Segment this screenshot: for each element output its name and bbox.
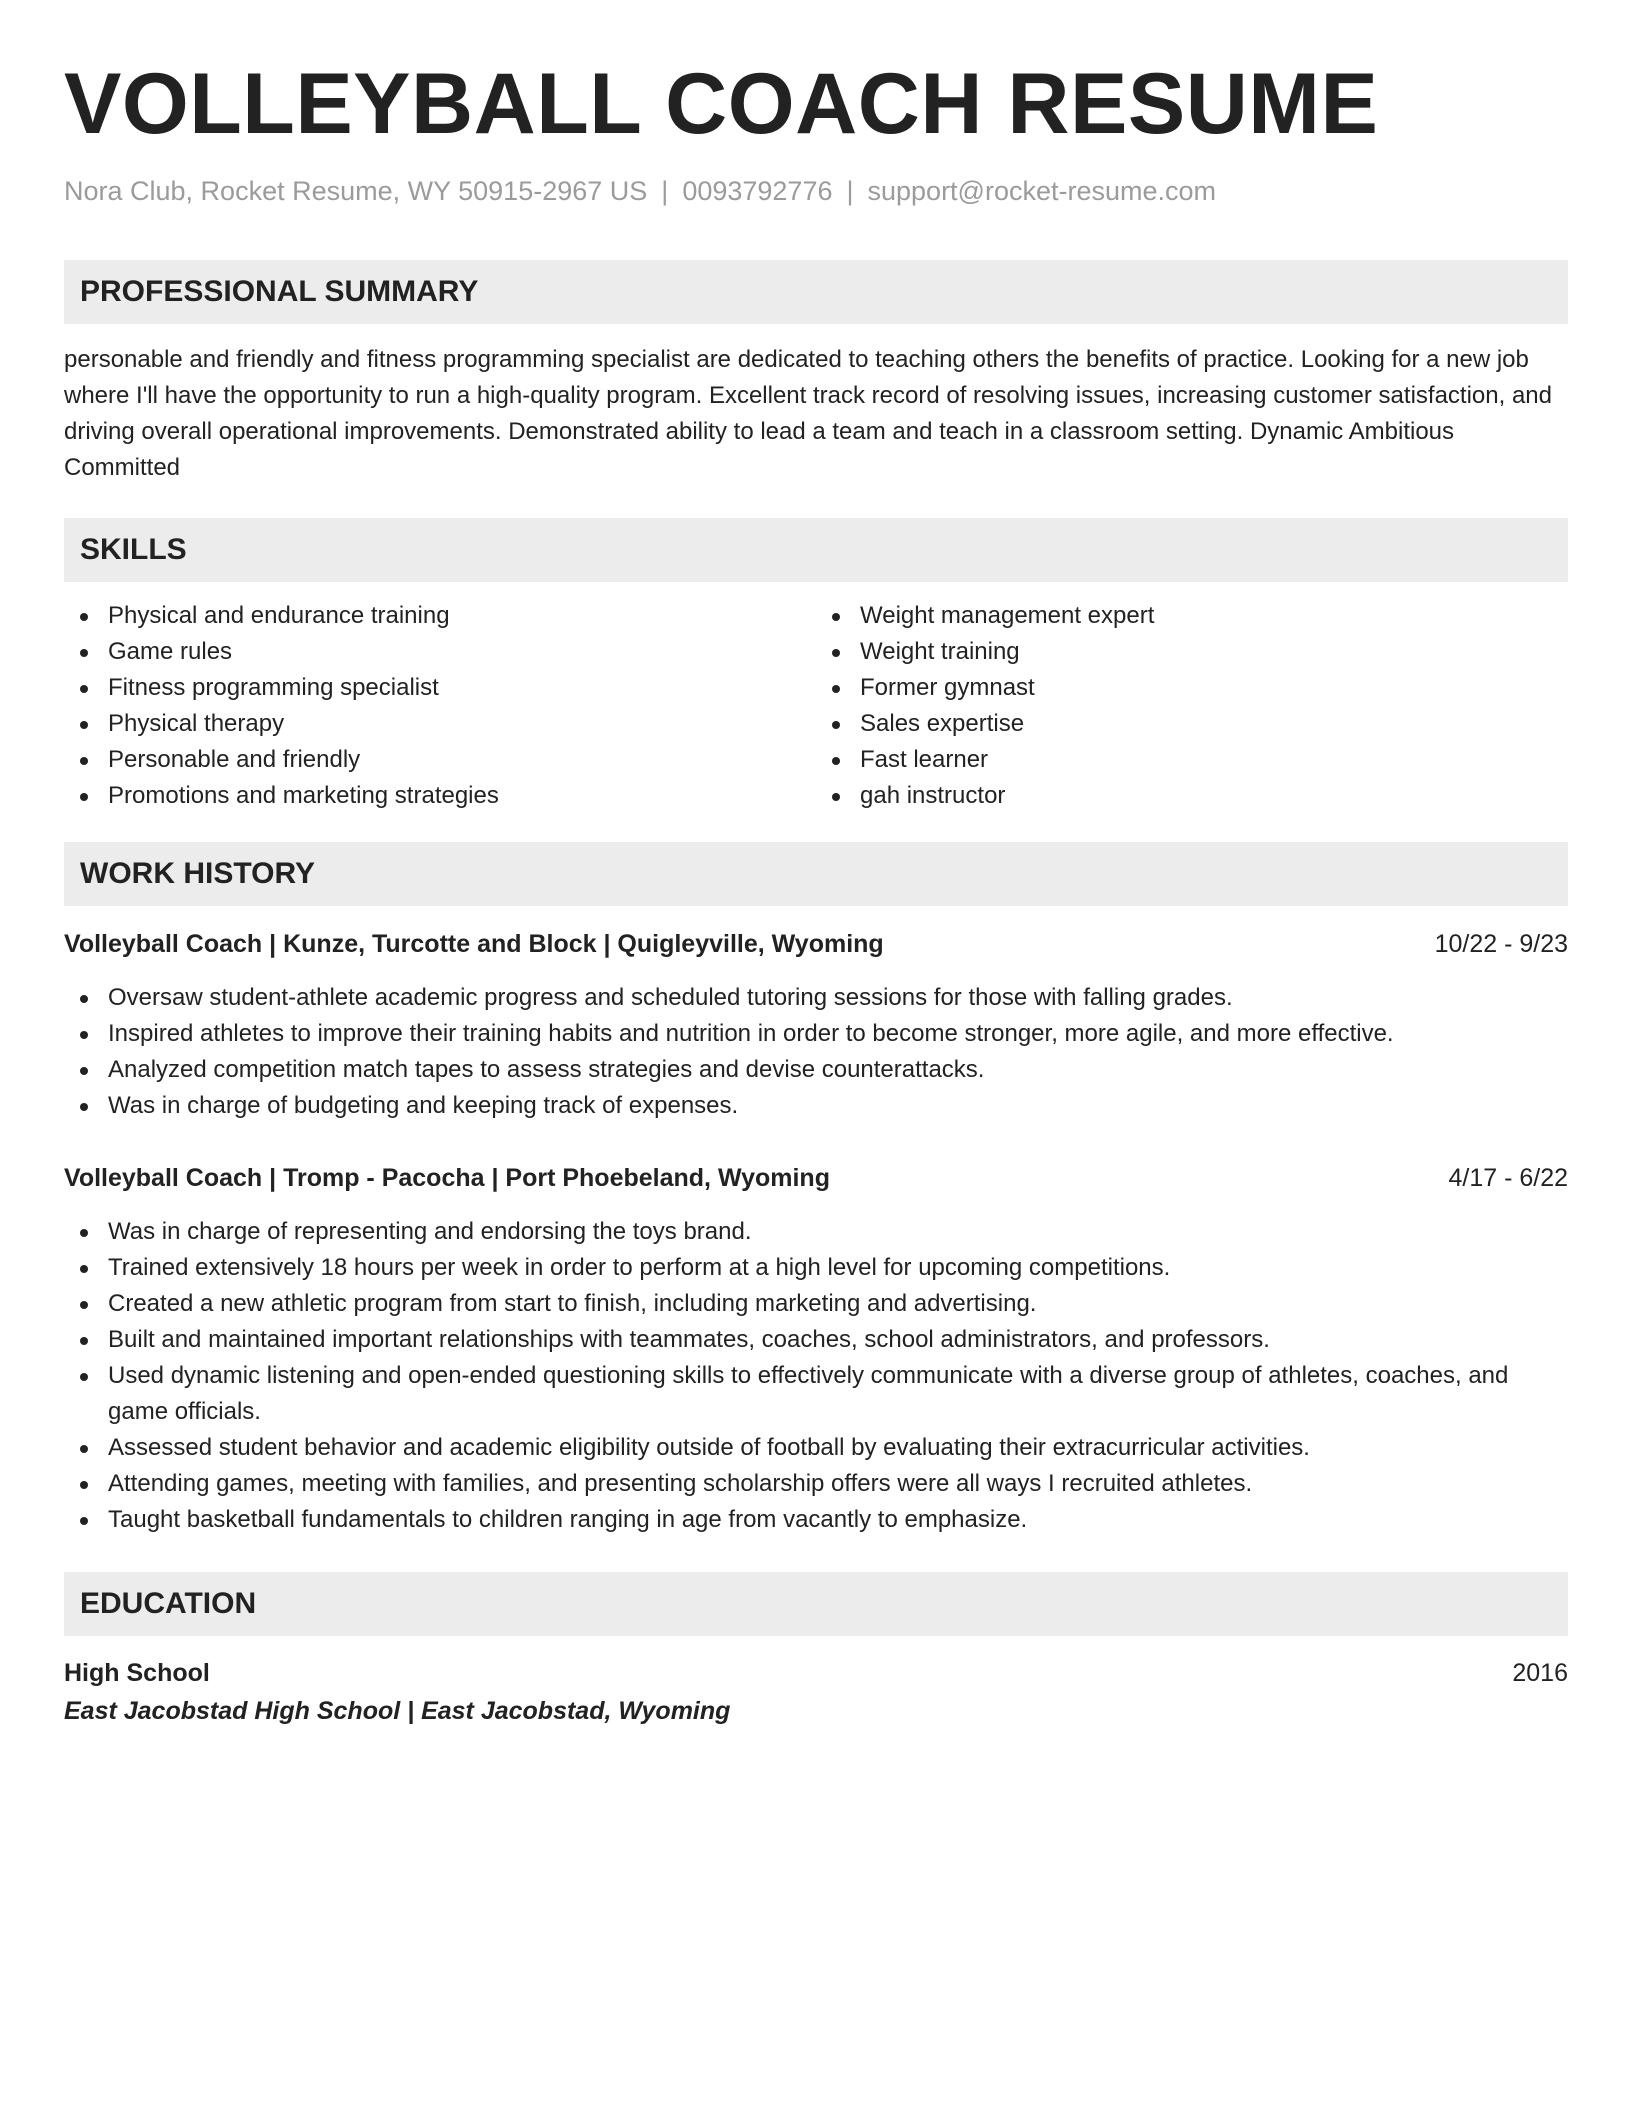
contact-email: support@rocket-resume.com [867, 176, 1217, 206]
skill-item: Fitness programming specialist [64, 670, 816, 706]
skill-item: Physical and endurance training [64, 598, 816, 634]
contact-address: Nora Club, Rocket Resume, WY 50915-2967 US [64, 176, 648, 206]
job-entry [64, 1160, 1568, 1538]
education-header [64, 1654, 1568, 1692]
skill-item: Fast learner [816, 742, 1568, 778]
job-bullet: Created a new athletic program from start to finish, including marketing and advertising. [64, 1286, 1568, 1322]
contact-separator: | [846, 176, 854, 206]
skill-item: Sales expertise [816, 706, 1568, 742]
skill-item: Promotions and marketing strategies [64, 778, 816, 814]
job-bullet: Used dynamic listening and open-ended questioning skills to effectively communicate with a diverse group of athletes, coaches, and game officials. [64, 1358, 1568, 1430]
job-bullet: Was in charge of representing and endorsing the toys brand. [64, 1214, 1568, 1250]
job-dates: 4/17 - 6/22 [1448, 1164, 1568, 1192]
skill-item: Game rules [64, 634, 816, 670]
contact-separator: | [661, 176, 669, 206]
job-bullet: Trained extensively 18 hours per week in order to perform at a high level for upcoming competitions. [64, 1250, 1568, 1286]
skill-item: Weight training [816, 634, 1568, 670]
contact-line [64, 174, 1568, 208]
skill-item: gah instructor [816, 778, 1568, 814]
job-bullet: Taught basketball fundamentals to children ranging in age from vacantly to emphasize. [64, 1502, 1568, 1538]
skill-item: Former gymnast [816, 670, 1568, 706]
skill-item: Physical therapy [64, 706, 816, 742]
job-header [64, 926, 1568, 962]
education-entry [64, 1654, 1568, 1730]
skills-list [64, 598, 1568, 814]
job-title: Volleyball Coach | Tromp - Pacocha | Port Phoebeland, Wyoming [64, 1164, 830, 1192]
education-school: East Jacobstad High School | East Jacobstad, Wyoming [64, 1697, 731, 1725]
job-bullet: Attending games, meeting with families, and presenting scholarship offers were all ways I recruited athletes. [64, 1466, 1568, 1502]
skills-column-left [64, 598, 816, 814]
contact-phone: 0093792776 [682, 176, 833, 206]
section-header-skills: SKILLS [64, 518, 1568, 582]
job-bullet: Built and maintained important relationships with teammates, coaches, school administrators, and professors. [64, 1322, 1568, 1358]
job-title: Volleyball Coach | Kunze, Turcotte and Block | Quigleyville, Wyoming [64, 930, 884, 958]
job-bullets [64, 980, 1568, 1124]
section-header-summary: PROFESSIONAL SUMMARY [64, 260, 1568, 324]
job-bullets [64, 1214, 1568, 1538]
skill-item: Weight management expert [816, 598, 1568, 634]
skills-column-right [816, 598, 1568, 814]
education-year: 2016 [1512, 1659, 1568, 1687]
job-header [64, 1160, 1568, 1196]
job-bullet: Assessed student behavior and academic eligibility outside of football by evaluating their extracurricular activities. [64, 1430, 1568, 1466]
resume-title: VOLLEYBALL COACH RESUME [64, 56, 1379, 152]
job-bullet: Was in charge of budgeting and keeping track of expenses. [64, 1088, 1568, 1124]
education-degree: High School [64, 1659, 210, 1687]
skill-item: Personable and friendly [64, 742, 816, 778]
section-header-work-history: WORK HISTORY [64, 842, 1568, 906]
job-bullet: Oversaw student-athlete academic progress and scheduled tutoring sessions for those with falling grades. [64, 980, 1568, 1016]
section-header-education: EDUCATION [64, 1572, 1568, 1636]
job-dates: 10/22 - 9/23 [1434, 930, 1568, 958]
job-bullet: Analyzed competition match tapes to assess strategies and devise counterattacks. [64, 1052, 1568, 1088]
job-entry [64, 926, 1568, 1124]
job-bullet: Inspired athletes to improve their training habits and nutrition in order to become stronger, more agile, and more effective. [64, 1016, 1568, 1052]
summary-text: personable and friendly and fitness programming specialist are dedicated to teaching others the benefits of practice. Looking for a new job where I'll have the opportunity to run a high-quality program. Excellent track record of resolving issues, increasing customer satisfaction, and driving overall operational improvements. Demonstrated ability to lead a team and teach in a classroom setting. Dynamic Ambitious Committed [64, 346, 1552, 481]
